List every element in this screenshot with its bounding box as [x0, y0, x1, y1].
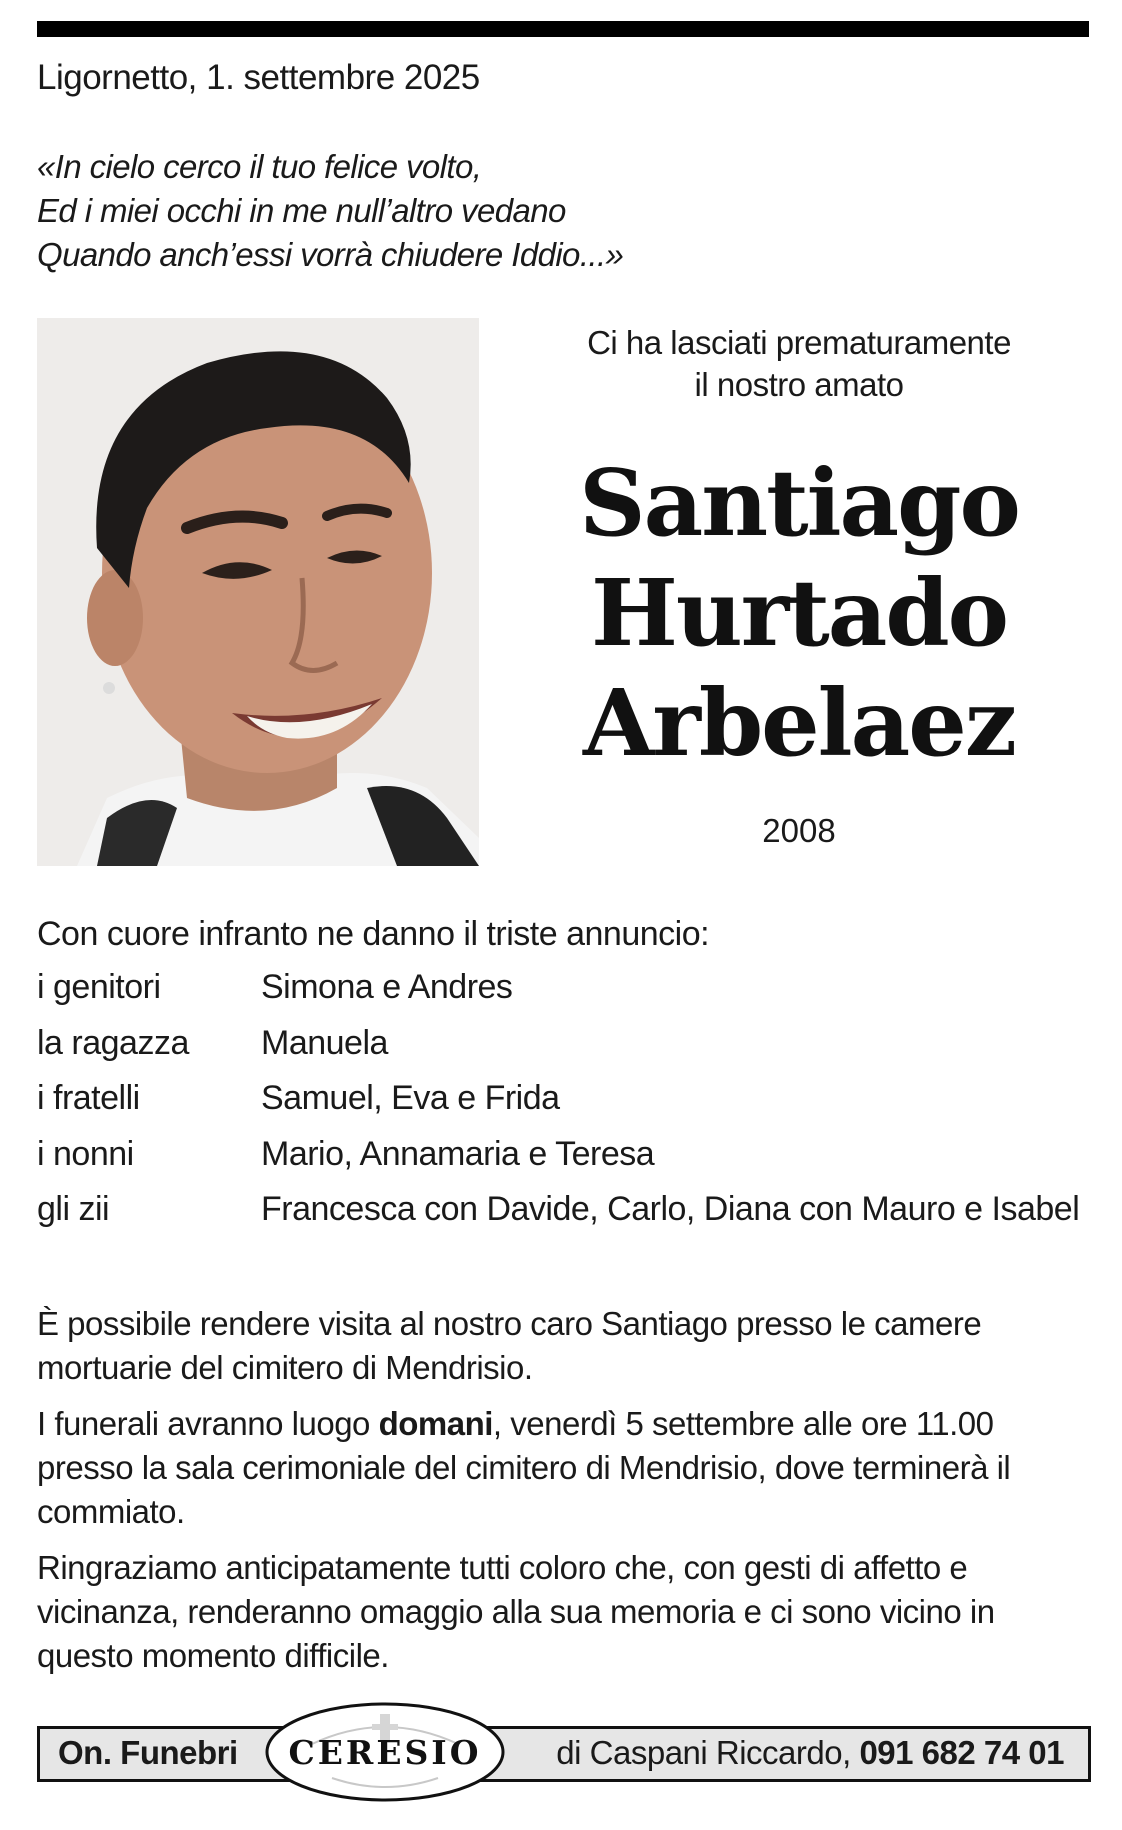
intro-text [520, 322, 1078, 406]
funeral-home-phone: 091 682 74 01 [859, 1734, 1064, 1771]
dateline: Ligornetto, 1. settembre 2025 [37, 58, 480, 97]
relatives-row [37, 1024, 1097, 1080]
portrait-illustration [37, 318, 479, 866]
portrait-photo [37, 318, 479, 866]
quote-line: Quando anch’essi vorrà chiudere Iddio...» [37, 236, 624, 273]
relative-role: gli zii [37, 1190, 110, 1228]
relatives-list [37, 968, 1097, 1246]
relatives-row [37, 1135, 1097, 1191]
relative-names: Simona e Andres [261, 968, 513, 1006]
relative-names: Mario, Annamaria e Teresa [261, 1134, 655, 1173]
relative-names: Manuela [261, 1023, 388, 1062]
visit-paragraph: È possibile rendere visita al nostro caro Santiago presso le camere mortuarie del cimitero di Mendrisio. [37, 1305, 982, 1386]
funeral-paragraph [37, 1402, 1087, 1534]
relative-names: Samuel, Eva e Frida [261, 1079, 560, 1117]
intro-line: Ci ha lasciati prematuramente [587, 324, 1011, 361]
top-rule [37, 21, 1089, 37]
logo-text: CERESIO [288, 1733, 482, 1772]
relatives-row [37, 968, 1097, 1024]
funeral-date-emphasis: domani [378, 1405, 493, 1442]
funeral-home-label: On. Funebri [58, 1734, 238, 1771]
thanks-paragraph: Ringraziamo anticipatamente tutti coloro che, con gesti di affetto e vicinanza, renderanno omaggio alla sua memoria e ci sono vicino in questo momento difficile. [37, 1549, 995, 1674]
deceased-first-name: Santiago [579, 449, 1019, 557]
relative-role: i fratelli [37, 1079, 140, 1117]
funeral-home-owner: di Caspani Riccardo, [556, 1734, 860, 1771]
relative-names: Francesca con Davide, Carlo, Diana con Mauro e Isabel [261, 1190, 1080, 1228]
relatives-row [37, 1079, 1097, 1135]
relative-role: la ragazza [37, 1023, 189, 1062]
notice-body [37, 1302, 1087, 1690]
relative-role: i nonni [37, 1134, 134, 1173]
funeral-text-before: I funerali avranno luogo [37, 1405, 379, 1442]
deceased-name [520, 448, 1078, 778]
quote-line: «In cielo cerco il tuo felice volto, [37, 148, 482, 185]
quote-line: Ed i miei occhi in me null’altro vedano [37, 192, 566, 229]
funeral-text-after: , venerdì 5 settembre alle ore 11.00 presso la sala cerimoniale del cimitero di Mendrisio, dove terminerà il commiato. [37, 1405, 1011, 1530]
poem-quote [37, 145, 623, 277]
deceased-last-name: Arbelaez [582, 669, 1016, 777]
ceresio-logo [262, 1700, 508, 1804]
birth-year: 2008 [762, 812, 836, 849]
intro-line: il nostro amato [694, 366, 904, 403]
relatives-row [37, 1190, 1097, 1246]
announcement-line: Con cuore infranto ne danno il triste annuncio: [37, 915, 710, 953]
funeral-home-footer [37, 1726, 1091, 1782]
funeral-home-contact [556, 1734, 1064, 1772]
relative-role: i genitori [37, 968, 161, 1006]
deceased-middle-name: Hurtado [590, 559, 1008, 667]
